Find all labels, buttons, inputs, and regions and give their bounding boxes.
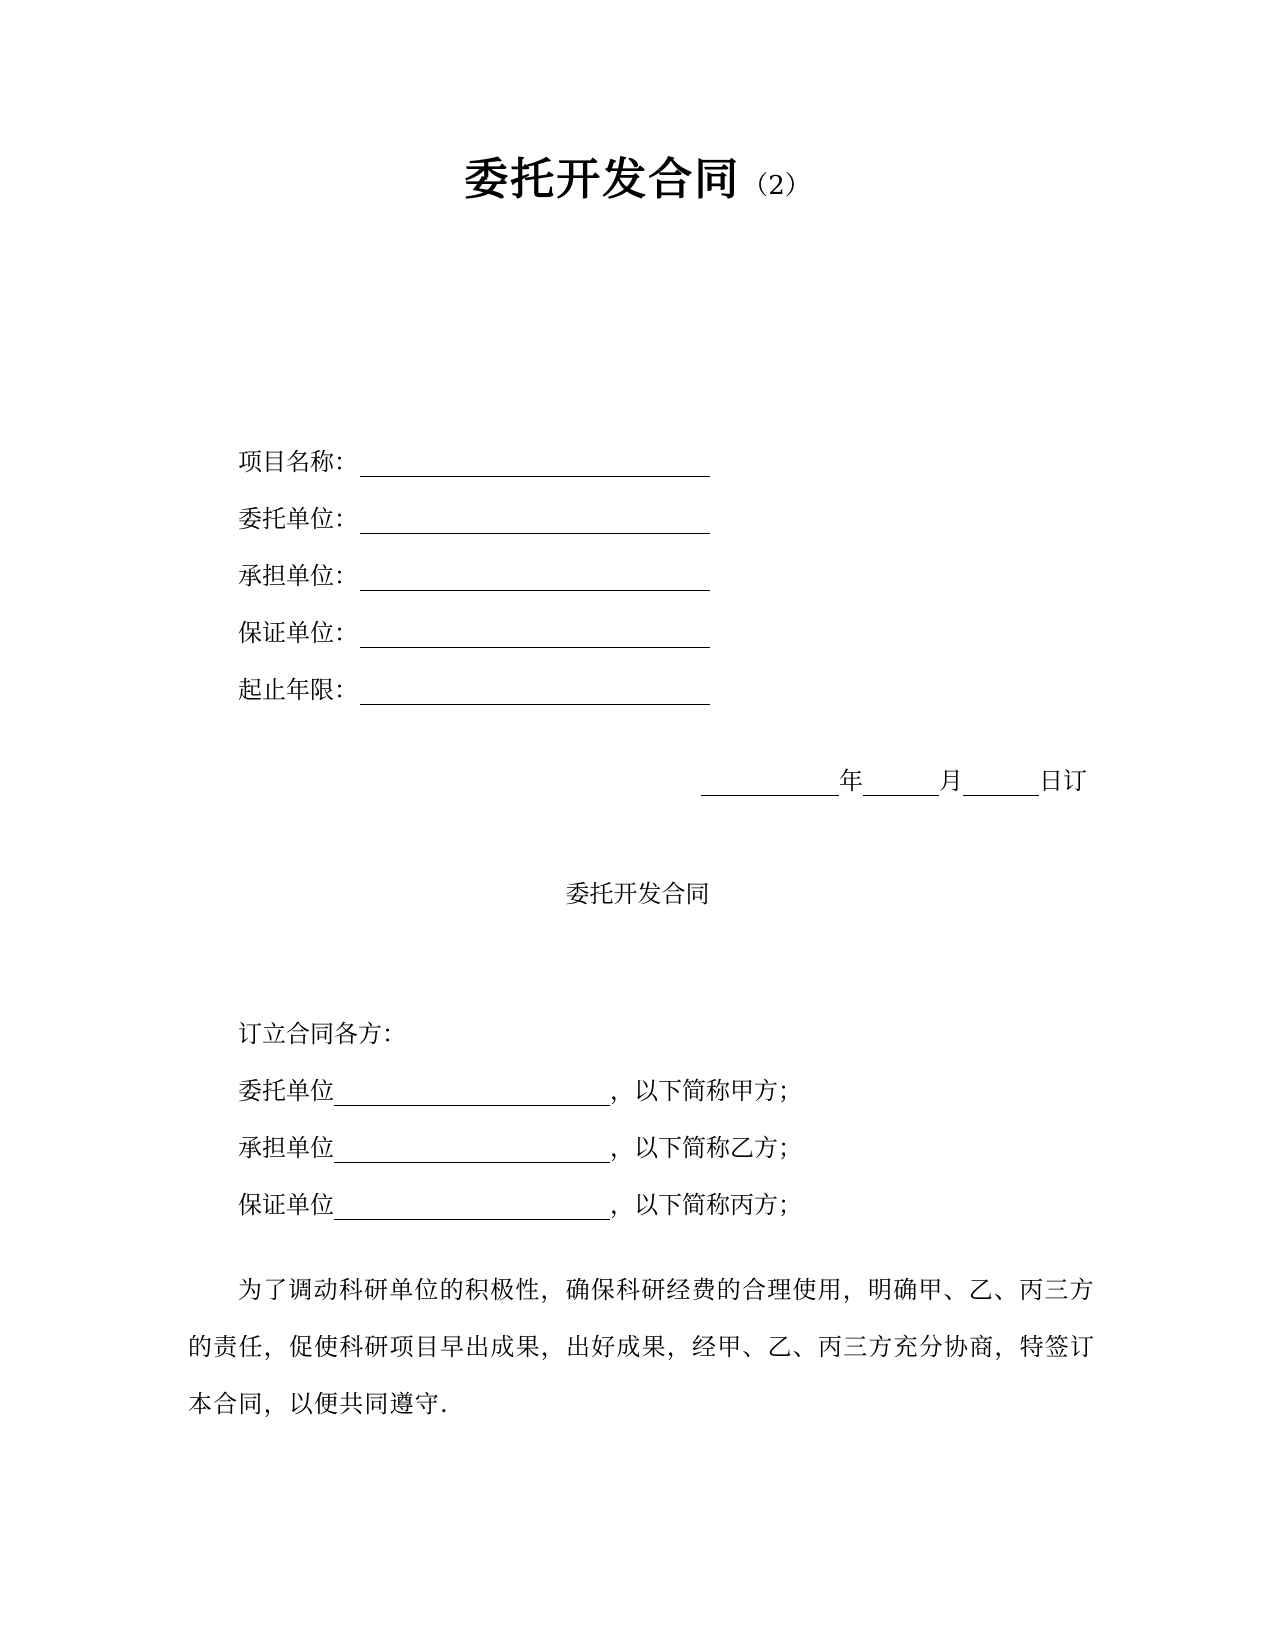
preamble-paragraph bbox=[188, 1275, 1096, 1446]
year-label: 年 bbox=[839, 767, 863, 795]
signing-date bbox=[701, 766, 1087, 796]
day-label: 日订 bbox=[1039, 767, 1087, 795]
party-role: 承担单位 bbox=[238, 1134, 334, 1162]
party-alias: ，以下简称丙方； bbox=[610, 1191, 802, 1219]
parties-heading: 订立合同各方： bbox=[238, 1020, 406, 1048]
paragraph-line: 本合同，以便共同遵守. bbox=[188, 1390, 449, 1418]
field-label: 保证单位： bbox=[238, 619, 358, 647]
paragraph-line: 的责任，促使科研项目早出成果，出好成果，经甲、乙、丙三方充分协商，特签订 bbox=[188, 1333, 1096, 1361]
party-role: 保证单位 bbox=[238, 1191, 334, 1219]
fill-in-blank bbox=[360, 511, 710, 534]
cover-field-project-name bbox=[238, 420, 710, 477]
day-blank bbox=[963, 773, 1039, 796]
cover-field-contractor bbox=[238, 534, 710, 591]
field-label: 承担单位： bbox=[238, 562, 358, 590]
contract-subtitle: 委托开发合同 bbox=[565, 880, 710, 908]
fill-in-blank bbox=[334, 1083, 610, 1106]
field-label: 委托单位： bbox=[238, 505, 358, 533]
party-alias: ，以下简称乙方； bbox=[610, 1134, 802, 1162]
title-main: 委托开发合同 bbox=[464, 154, 741, 205]
fill-in-blank bbox=[360, 454, 710, 477]
party-row-c bbox=[238, 1163, 802, 1220]
field-label: 项目名称： bbox=[238, 448, 358, 476]
cover-field-guarantor bbox=[238, 591, 710, 648]
paragraph-line: 为了调动科研单位的积极性，确保科研经费的合理使用，明确甲、乙、丙三方 bbox=[238, 1276, 1095, 1304]
party-row-b bbox=[238, 1106, 802, 1163]
cover-fields bbox=[238, 420, 710, 705]
cover-field-client bbox=[238, 477, 710, 534]
fill-in-blank bbox=[360, 568, 710, 591]
document-title bbox=[0, 150, 1275, 219]
party-row-a bbox=[238, 1049, 802, 1106]
field-label: 起止年限： bbox=[238, 676, 358, 704]
fill-in-blank bbox=[360, 625, 710, 648]
fill-in-blank bbox=[334, 1140, 610, 1163]
month-label: 月 bbox=[939, 767, 963, 795]
party-alias: ，以下简称甲方； bbox=[610, 1077, 802, 1105]
month-blank bbox=[863, 773, 939, 796]
fill-in-blank bbox=[334, 1197, 610, 1220]
party-role: 委托单位 bbox=[238, 1077, 334, 1105]
fill-in-blank bbox=[360, 682, 710, 705]
cover-field-term bbox=[238, 648, 710, 705]
title-suffix: （2） bbox=[742, 171, 811, 201]
parties-section bbox=[238, 992, 802, 1220]
year-blank bbox=[701, 773, 839, 796]
